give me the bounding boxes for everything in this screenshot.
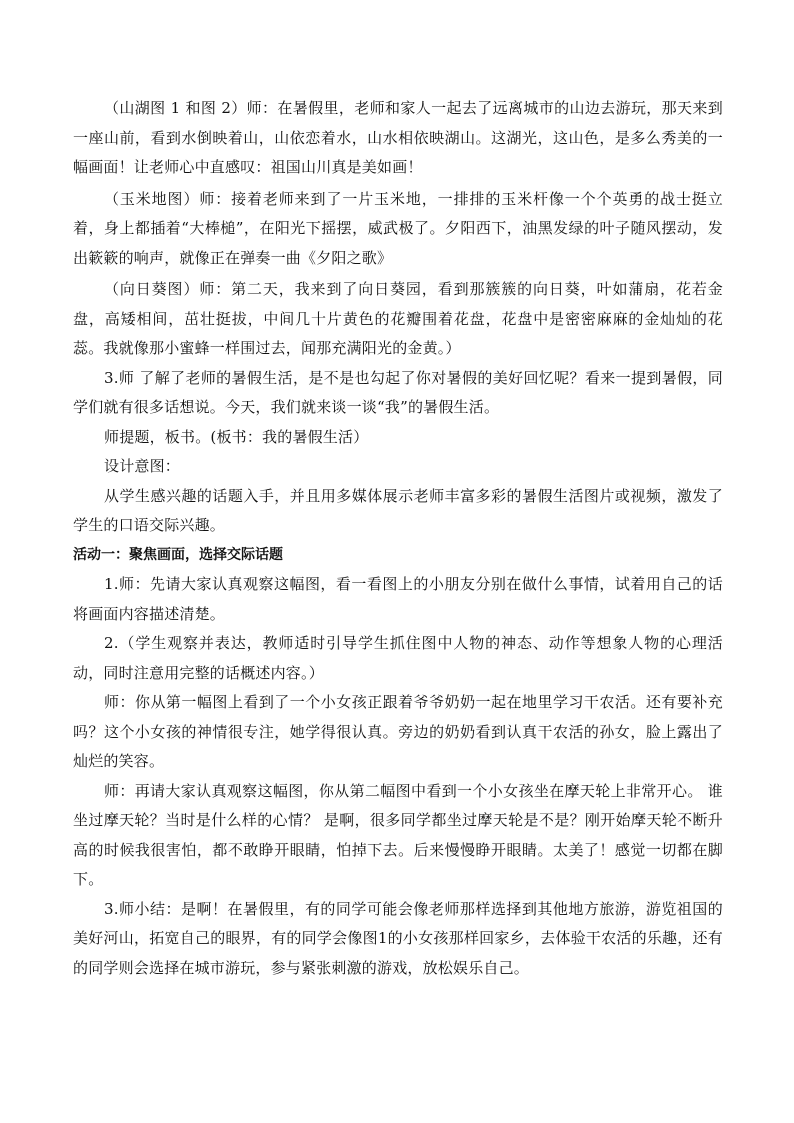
paragraph-first-picture: 师：你从第一幅图上看到了一个小女孩正跟着爷爷奶奶一起在地里学习干农活。还有要补充吗？这个小女孩的神情很专注，她学得很认真。旁边的奶奶看到认真干农活的孙女，脸上露出了灿烂的笑容。: [73, 693, 723, 770]
paragraph-summary: 3.师小结：是啊！在暑假里，有的同学可能会像老师那样选择到其他地方旅游，游览祖国的美好河山，拓宽自己的眼界，有的同学会像图1的小女孩那样回家乡，去体验干农活的乐趣，还有的同学则会选择在城市游玩，参与紧张刺激的游戏，放松娱乐自己。: [73, 899, 723, 977]
paragraph-mountain-lake: （山湖图 1 和图 2）师：在暑假里，老师和家人一起去了远离城市的山边去游玩，那天来到一座山前，看到水倒映着山，山依恋着水，山水相依映湖山。这湖光，这山色，是多么秀美的一幅画面！让老师心中直感叹：祖国山川真是美如画！: [73, 99, 723, 176]
paragraph-board-title: 师提题，板书。(板书：我的暑假生活）: [104, 427, 369, 446]
paragraph-second-picture: 师：再请大家认真观察这幅图，你从第二幅图中看到一个小女孩坐在摩天轮上非常开心。 谁坐过摩天轮？当时是什么样的心情？ 是啊，很多同学都坐过摩天轮是不是？刚开始摩天轮不断升高的时候我很害怕，都不敢睁开眼睛，怕掉下去。后来慢慢睁开眼睛。太美了！感觉一切都在脚下。: [73, 781, 723, 888]
paragraph-corn-field: （玉米地图）师：接着老师来到了一片玉米地，一排排的玉米杆像一个个英勇的战士挺立着，身上都插着“大棒槌”，在阳光下摇摆，威武极了。夕阳西下，油黑发绿的叶子随风摆动，发出簌簌的响声，就像正在弹奏一曲《夕阳之歌》: [73, 189, 723, 267]
document-page: [73, 94, 723, 983]
paragraph-sunflower: （向日葵图）师：第二天，我来到了向日葵园，看到那簇簇的向日葵，叶如蒲扇，花若金盘，高矮相间，茁壮挺拔，中间几十片黄色的花瓣围着花盘，花盘中是密密麻麻的金灿灿的花蕊。我就像那小蜜蜂一样围过去，闻那充满阳光的金黄。）: [73, 280, 723, 357]
paragraph-design-intent-label: 设计意图：: [104, 457, 181, 475]
paragraph-design-intent: 从学生感兴趣的话题入手，并且用多媒体展示老师丰富多彩的暑假生活图片或视频，激发了学生的口语交际兴趣。: [73, 486, 723, 534]
activity-one-heading: 活动一：聚焦画面，选择交际话题: [73, 546, 283, 563]
paragraph-student-observe: 2.（学生观察并表达，教师适时引导学生抓住图中人物的神态、动作等想象人物的心理活动，同时注意用完整的话概述内容。）: [73, 634, 723, 682]
paragraph-teacher-intro: 3.师 了解了老师的暑假生活，是不是也勾起了你对暑假的美好回忆呢？看来一提到暑假，同学们就有很多话想说。今天，我们就来谈一谈“我”的暑假生活。: [73, 368, 723, 416]
paragraph-observe-picture: 1.师：先请大家认真观察这幅图，看一看图上的小朋友分别在做什么事情，试着用自己的话将画面内容描述清楚。: [73, 575, 723, 623]
